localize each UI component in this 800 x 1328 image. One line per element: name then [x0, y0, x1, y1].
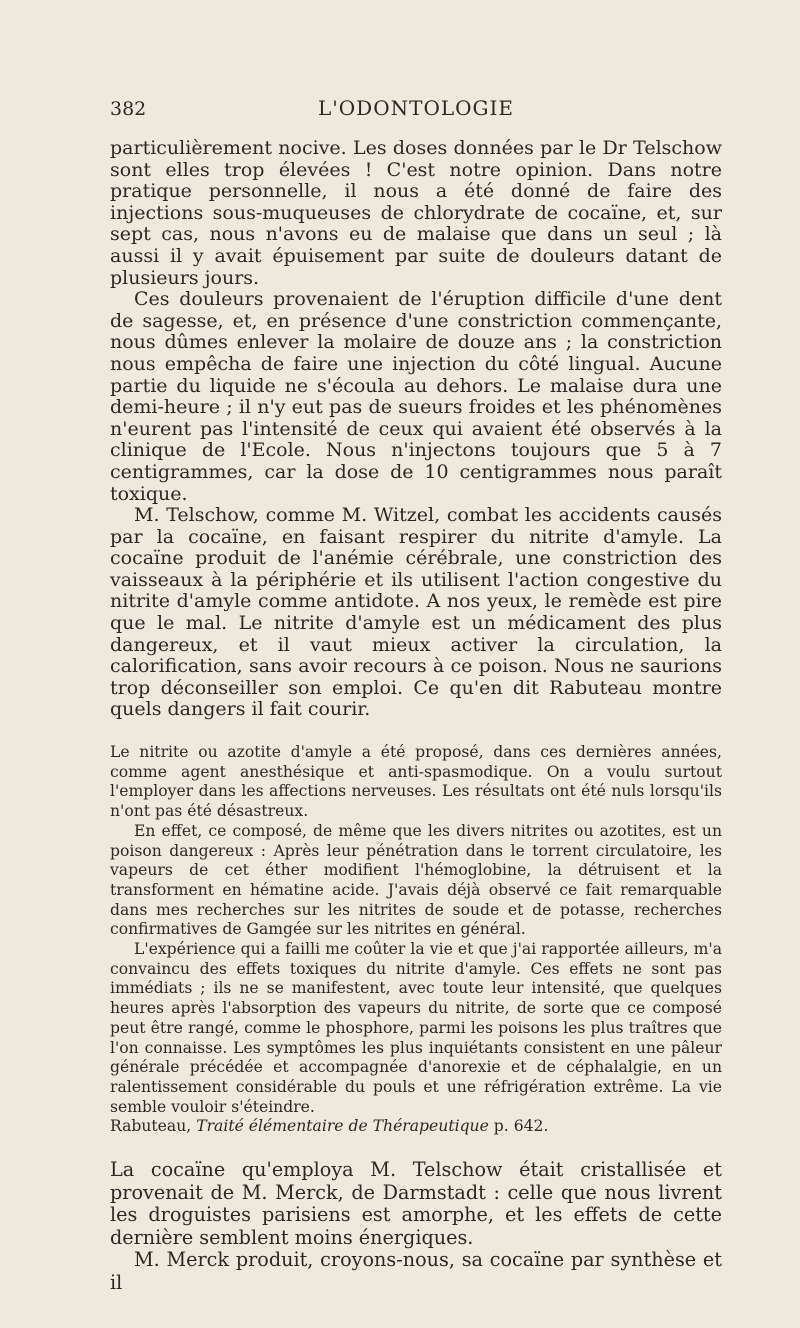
running-title: L'ODONTOLOGIE [318, 96, 514, 120]
closing-text [110, 1159, 722, 1294]
quote-paragraph: Le nitrite ou azotite d'amyle a été proposé, dans ces dernières années, comme agent anesthésique et anti-spasmodique. On a voulu surtout l'employer dans les affections nerveuses. Les résultats ont été nuls lorsqu'ils n'ont pas été désastreux. [110, 743, 722, 821]
paragraph: particulièrement nocive. Les doses données par le Dr Telschow sont elles trop élevées ! C'est notre opinion. Dans notre pratique personnelle, il nous a été donné de faire des injections sous-muqueuses de chlorydrate de cocaïne, et, sur sept cas, nous n'avons eu de malaise que dans un seul ; là aussi il y avait épuisement par suite de douleurs datant de plusieurs jours. [110, 137, 722, 289]
paragraph: La cocaïne qu'employa M. Telschow était cristallisée et provenait de M. Merck, de Darmstadt : celle que nous livrent les droguistes parisiens est amorphe, et les effets de cette dernière semblent moins énergiques. [110, 1158, 722, 1249]
page-header [110, 96, 722, 132]
quote-paragraph: L'expérience qui a failli me coûter la vie et que j'ai rapportée ailleurs, m'a convaincu des effets toxiques du nitrite d'amyle. Ces effets ne sont pas immédiats ; ils ne se manifestent, avec toute leur intensité, que quelques heures après l'absorption des vapeurs du nitrite, de sorte que ce composé peut être rangé, comme le phosphore, parmi les poisons les plus traîtres que l'on connaisse. Les symptômes les plus inquiétants consistent en une pâleur générale précédée et accompagnée d'anorexie et de céphalalgie, en un ralentissement considérable du pouls et une réfrigération extrême. La vie semble vouloir s'éteindre. [110, 940, 722, 1116]
page-number: 382 [110, 98, 147, 120]
quoted-extract [110, 743, 722, 1137]
paragraph: Ces douleurs provenaient de l'éruption difficile d'une dent de sagesse, et, en présence d'une constriction commençante, nous dûmes enlever la molaire de douze ans ; la constriction nous empêcha de faire une injection du côté lingual. Aucune partie du liquide ne s'écoula au dehors. Le malaise dura une demi-heure ; il n'y eut pas de sueurs froides et les phénomènes n'eurent pas l'intensité de ceux qui avaient été observés à la clinique de l'Ecole. Nous n'injectons toujours que 5 à 7 centigrammes, car la dose de 10 centigrammes nous paraît toxique. [110, 288, 722, 505]
citation-page: p. 642. [493, 1117, 549, 1136]
paragraph: M. Telschow, comme M. Witzel, combat les accidents causés par la cocaïne, en faisant respirer du nitrite d'amyle. La cocaïne produit de l'anémie cérébrale, une constriction des vaisseaux à la périphérie et ils utilisent l'action congestive du nitrite d'amyle comme antidote. A nos yeux, le remède est pire que le mal. Le nitrite d'amyle est un médicament des plus dangereux, et il vaut mieux activer la circulation, la calorification, sans avoir recours à ce poison. Nous ne saurions trop déconseiller son emploi. Ce qu'en dit Rabuteau montre quels dangers il fait courir. [110, 504, 722, 721]
citation [110, 1117, 722, 1137]
main-text [110, 138, 722, 721]
paragraph: M. Merck produit, croyons-nous, sa cocaïne par synthèse et il [110, 1248, 722, 1294]
quote-paragraph: En effet, ce composé, de même que les divers nitrites ou azotites, est un poison dangereux : Après leur pénétration dans le torrent circulatoire, les vapeurs de cet éther modifient l'hémoglobine, la détruisent et la transforment en hématine acide. J'avais déjà observé ce fait remarquable dans mes recherches sur les nitrites de soude et de potasse, recherches confirmatives de Gamgée sur les nitrites en général. [110, 821, 722, 939]
citation-title: Traité élémentaire de Thérapeutique [196, 1117, 489, 1136]
citation-author: Rabuteau, [110, 1117, 192, 1136]
